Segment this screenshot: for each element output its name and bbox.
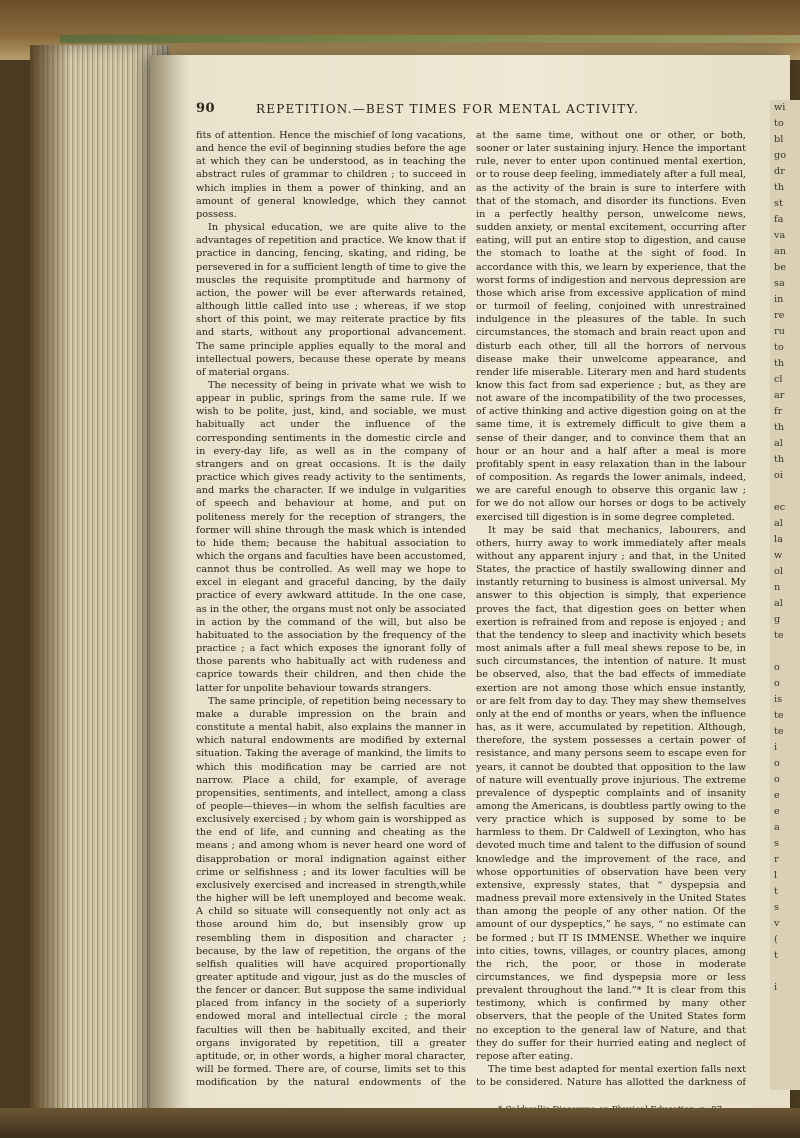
next-page-fragment: va xyxy=(774,230,786,241)
next-page-fragment: te xyxy=(774,630,784,641)
next-page-fragment: wi xyxy=(774,102,786,113)
next-page-fragment: g xyxy=(774,614,781,625)
next-page-fragment: st xyxy=(774,198,783,209)
next-page-fragment: s xyxy=(774,902,779,913)
paragraph: The necessity of being in private what we wish to appear in public, springs from the same rule. If we wish to be polite, just, kind, and sociable, we must habitually act under the influence of the corresponding sentiments in the domestic circle and in every-day life, as well as in the company of strangers and on great occasions. It is the daily practice which gives ready activity to the sentiments, and marks the character. If we indulge in vulgarities of speech and behaviour at home, and put on politeness merely for the reception of strangers, the former will shine through the mask which is intended to hide them; because the habitual association to which the organs and faculties have been accustomed, cannot thus be controlled. As well may we hope to excel in elegant and graceful dancing, by the daily practice of every awkward attitude. In the one case, as in the other, the organs must not only be associated in action by the command of the will, but also be habituated to the association by the frequency of the practice ; a fact which exposes the ignorant folly of those parents who habitually act with rudeness and caprice towards their children, and then chide the latter for unpolite behaviour towards strangers. xyxy=(196,379,466,694)
next-page-fragment: an xyxy=(774,246,787,257)
paragraph: fits of attention. Hence the mischief of long vacations, and hence the evil of beginning studies before the age at which they can be understood, as in teaching the abstract rules of grammar to children ; to succeed in which implies in them a power of thinking, and an amount of general knowledge, which they cannot possess. xyxy=(196,130,466,220)
next-page-fragment: bl xyxy=(774,134,784,145)
next-page-fragment: a xyxy=(774,822,780,833)
next-page-fragment: n xyxy=(774,582,781,593)
paragraph: It may be said that mechanics, labourers, and others, hurry away to work immediately after meals without any apparent injury ; and that, in the United States, the practice of hastily swallowing dinner and instantly returning to business is almost universal. My answer to this objection is simply, that experience proves the fact, that digestion goes on better when exertion is refrained from and repose is enjoyed ; and that the tendency to sleep and inactivity which besets most animals after a full meal shews repose to be, in such circumstances, the intention of nature. It must be observed, also, that the bad effects of immediate exertion are not among those which ensue instantly, or are felt from day to day. They may shew themselves only at the end of months or years, when the influence has, as it were, accumulated by repetition. Although, therefore, the system possesses a certain power of resistance, and many persons seem to escape even for years, it cannot be doubted that opposition to the law of nature will eventually prove injurious. The extreme prevalence of dyspeptic complaints and of insanity among the Americans, is doubtless partly owing to the very practice which is supposed by some to be harmless to them. Dr Caldwell of Lexington, who has devoted much time and talent to the diffusion of sound knowledge and the improvement of the race, and whose opportunities of observation have been very extensive, expressly states, that “ dyspepsia and madness prevail more extensively in the United States than among the people of any other nation. Of the amount of our dyspeptics,” he says, “ no estimate can be formed ; but IT IS IMMENSE. Whether we inquire into cities, towns, villages, or country places, among the rich, the poor, or those in moderate circumstances, we find dyspepsia more or less prevalent throughout the land.”* It is clear from this testimony, which is confirmed by many other observers, that the people of the United States form no exception to the general law of Nature, and that they do suffer for their hurried eating and neglect of repose after eating. xyxy=(476,524,746,1062)
next-page-fragment: o xyxy=(774,774,780,785)
next-page-fragment: re xyxy=(774,310,785,321)
running-head: REPETITION.—BEST TIMES FOR MENTAL ACTIVITY. xyxy=(256,102,640,116)
next-page-fragment: th xyxy=(774,454,785,465)
next-page-fragment: e xyxy=(774,806,780,817)
next-page-fragment: la xyxy=(774,534,783,545)
paragraph: at the same time, without one or other, or both, sooner or later sustaining injury. Hence the important rule, never to enter upon continued mental exertion, or to rouse deep feeling, immediately after a full meal, as the activity of the brain is sure to interfere with that of the stomach, and disorder its functions. Even in a perfectly healthy person, unwelcome news, sudden anxiety, or mental excitement, occurring after eating, will put an entire stop to digestion, and cause the stomach to loathe at the sight of food. In accordance with this, we learn by experience, that the worst forms of indigestion and nervous depression are those which arise from excessive application of mind or turmoil of feeling, conjoined with unrestrained indulgence in the pleasures of the table. In such circumstances, the stomach and brain react upon and disturb each other, till all the horrors of nervous disease make their unwelcome appearance, and render life miserable. Literary men and hard students know this fact from sad experience ; but, as they are not aware of the incompatibility of the two processes, of active thinking and active digestion going on at the same time, it is extremely difficult to give them a sense of their danger, and to convince them that an hour or an hour and a half after a meal is more profitably spent in easy relaxation than in the labour of composition. As regards the lower animals, indeed, we are careful enough to observe this organic law ; for we do not allow our horses or dogs to be actively exercised till digestion is in some degree completed. xyxy=(476,130,746,523)
next-page-fragment: ru xyxy=(774,326,785,337)
next-page-fragment: al xyxy=(774,438,783,449)
next-page-fragment: t xyxy=(774,886,778,897)
next-page-fragment: oi xyxy=(774,470,783,481)
next-page-fragment: o xyxy=(774,758,780,769)
next-page-fragment: al xyxy=(774,598,783,609)
paragraph: In physical education, we are quite alive to the advantages of repetition and practice. We know that if practice in dancing, fencing, skating, and riding, be persevered in for a sufficient length of time to give the muscles the requisite promptitude and harmony of action, the power will be ever afterwards retained, although little called into use ; whereas, if we stop short of this point, we may reiterate practice by fits and starts, without any proportional advancement. The same principle applies equally to the moral and intellectual powers, because these operate by means of material organs. xyxy=(196,222,466,378)
next-page-fragment: l xyxy=(774,870,778,881)
next-page-fragment xyxy=(770,484,800,500)
next-page-fragment: is xyxy=(774,694,783,705)
next-page-fragment: to xyxy=(774,118,784,129)
next-page-fragment: r xyxy=(774,854,779,865)
next-page-fragment: e xyxy=(774,790,780,801)
left-column xyxy=(196,129,466,1089)
book-page-edges xyxy=(30,45,170,1125)
next-page-fragment: i xyxy=(774,742,778,753)
next-page-fragment: s xyxy=(774,838,779,849)
next-page-fragment: dr xyxy=(774,166,785,177)
book-page xyxy=(150,55,790,1130)
next-page-fragment: t xyxy=(774,950,778,961)
next-page-fragment: w xyxy=(774,550,783,561)
next-page-fragment: ( xyxy=(774,934,778,945)
next-page-fragment: to xyxy=(774,342,784,353)
page-number: 90 xyxy=(196,101,216,116)
paragraph: The same principle, of repetition being necessary to make a durable impression on the brain and constitute a mental habit, also explains the manner in which natural endowments are modified by external situation. Taking the average of mankind, the limits to which this modification may be carried are not narrow. Place a child, for example, of average propensities, sentiments, and intellect, among a class of people—thieves—in whom the selfish faculties are exclusively exercised ; by whom gain is worshipped as the end of life, and cunning and cheating as the means ; and among whom is never heard one word of disapprobation or moral indignation against either crime or selfishness ; and its lower faculties will be exclusively exercised and increased in strength,while the higher will be left unemployed and become weak. A child so situate will consequently not only act as those around him do, but insensibly grow up resembling them in disposition and character ; because, by the law of repetition, the organs of the selfish qualities will have acquired proportionally greater aptitude and vigour, just as do the muscles of the fencer or dancer. But suppose the same individual placed from infancy in the society of a superiorly endowed moral and intellectual circle ; the moral faculties will then be habitually excited, and their organs invigorated by repetition, till a greater aptitude, or, in other words, a higher moral character, will be formed. There are, of course, limits set to this modification by the natural endowments of the xyxy=(196,695,466,1089)
next-page-fragment: ol xyxy=(774,566,783,577)
next-page-fragment: o xyxy=(774,678,780,689)
next-page-fragment: fa xyxy=(774,214,784,225)
page-header xyxy=(196,101,756,119)
next-page-fragment xyxy=(770,644,800,660)
next-page-fragment: sa xyxy=(774,278,785,289)
page-gutter-shadow xyxy=(150,55,190,1130)
next-page-fragment: te xyxy=(774,726,784,737)
next-page-fragment: ar xyxy=(774,390,785,401)
next-page-fragment: v xyxy=(774,918,780,929)
next-page-fragment xyxy=(770,964,800,980)
next-page-fragment: ec xyxy=(774,502,786,513)
next-page-fragment: al xyxy=(774,518,783,529)
next-page-fragment: go xyxy=(774,150,787,161)
right-column xyxy=(476,129,746,1089)
next-page-fragment: fr xyxy=(774,406,783,417)
book-cover-bottom xyxy=(0,1108,800,1138)
paragraph: The time best adapted for mental exertion falls next to be considered. Nature has allotted the darkness of xyxy=(476,1064,746,1089)
next-page-fragment: o xyxy=(774,662,780,673)
next-page-edge xyxy=(770,100,800,1090)
next-page-fragment: in xyxy=(774,294,784,305)
next-page-fragment: th xyxy=(774,182,785,193)
next-page-fragment: th xyxy=(774,422,785,433)
next-page-fragment: be xyxy=(774,262,786,273)
next-page-fragment: i xyxy=(774,982,778,993)
next-page-fragment: te xyxy=(774,710,784,721)
next-page-fragment: th xyxy=(774,358,785,369)
next-page-fragment: cl xyxy=(774,374,783,385)
